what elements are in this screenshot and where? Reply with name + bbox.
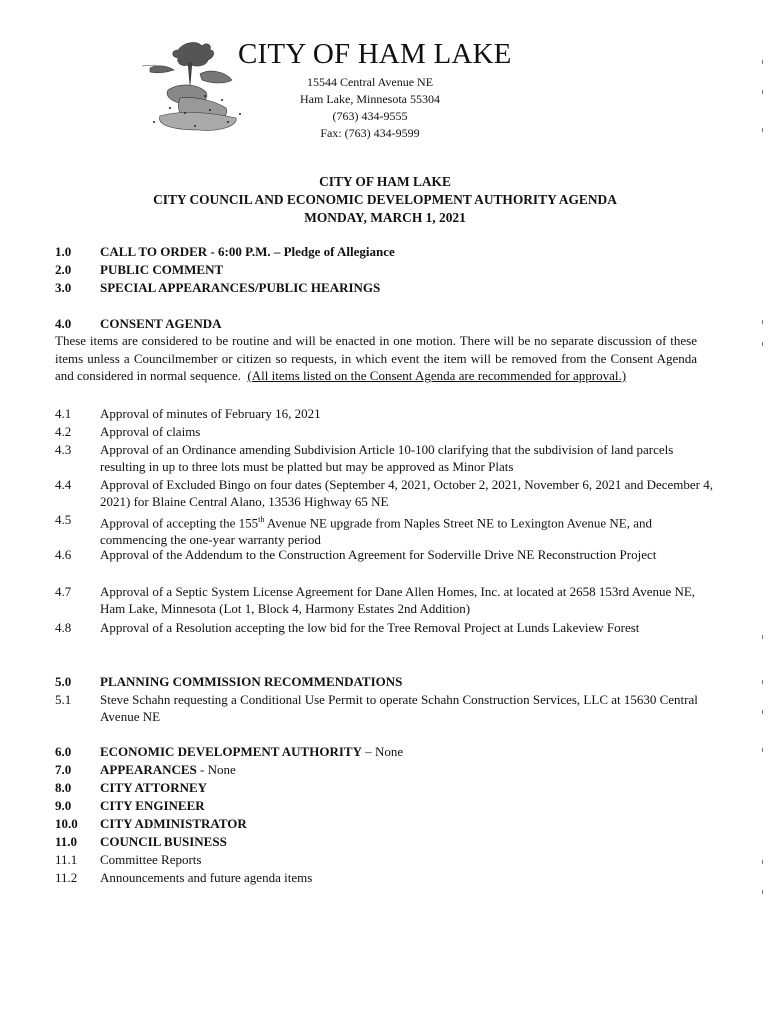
item-text: CALL TO ORDER - 6:00 P.M. – Pledge of Allegiance xyxy=(100,244,395,259)
item-text: Approval of an Ordinance amending Subdivision Article 10-100 clarifying that the subdivision of land parcels resulting in up to three lots must be platted but may be approved as Minor Plats xyxy=(100,442,674,474)
heading-city: CITY OF HAM LAKE xyxy=(319,174,451,189)
item-text: Approval of Excluded Bingo on four dates (September 4, 2021, October 2, 2021, November 6, 2021 and December 4, 2021) for Blaine Central Alano, 13536 Highway 65 NE xyxy=(100,477,714,509)
item-number: 9.0 xyxy=(55,798,72,813)
item-text: Approval of a Resolution accepting the low bid for the Tree Removal Project at Lunds Lakeview Forest xyxy=(100,620,640,635)
address-line-2: Ham Lake, Minnesota 55304 xyxy=(300,92,440,106)
item-text: Approval of a Septic System License Agreement for Dane Allen Homes, Inc. at located at 2658 153rd Avenue NE, Ham Lake, Minnesota (Lot 1, Block 4, Harmony Estates 2nd Addition) xyxy=(100,584,696,616)
item-number: 1.0 xyxy=(55,244,72,259)
item-number: 4.8 xyxy=(55,620,72,635)
heading-date: MONDAY, MARCH 1, 2021 xyxy=(304,210,466,225)
item-text-part: Approval of accepting the 155 xyxy=(100,515,259,531)
item-number: 11.1 xyxy=(55,852,78,867)
item-text-part: Avenue NE upgrade from Naples Street NE to Lexington Avenue NE, and commencing the one-year warranty period xyxy=(100,515,652,548)
item-number: 4.2 xyxy=(55,424,72,439)
item-text: CONSENT AGENDA xyxy=(100,316,222,331)
item-number: 5.1 xyxy=(55,692,72,707)
item-title: ECONOMIC DEVELOPMENT AUTHORITY xyxy=(100,744,362,759)
consent-paragraph xyxy=(55,332,697,385)
heading-agenda-title: CITY COUNCIL AND ECONOMIC DEVELOPMENT AUTHORITY AGENDA xyxy=(153,192,617,207)
item-number: 6.0 xyxy=(55,744,72,759)
item-text xyxy=(100,511,715,548)
item-number: 4.7 xyxy=(55,584,72,599)
item-text: CITY ENGINEER xyxy=(100,798,205,813)
item-number: 4.0 xyxy=(55,316,72,331)
item-suffix: - None xyxy=(196,762,236,777)
item-text: Steve Schahn requesting a Conditional Use Permit to operate Schahn Construction Services, LLC at 15630 Central Avenue NE xyxy=(100,692,698,724)
superscript: th xyxy=(258,515,265,524)
item-number: 2.0 xyxy=(55,262,72,277)
item-text: Announcements and future agenda items xyxy=(100,870,313,885)
item-text: Approval of the Addendum to the Construction Agreement for Soderville Drive NE Reconstruction Project xyxy=(100,547,657,562)
item-number: 11.0 xyxy=(55,834,78,849)
letterhead-title: CITY OF HAM LAKE xyxy=(238,38,512,70)
address-line-1: 15544 Central Avenue NE xyxy=(306,75,434,89)
item-text: Approval of claims xyxy=(100,424,201,439)
item-text: PLANNING COMMISSION RECOMMENDATIONS xyxy=(100,674,403,689)
item-text: SPECIAL APPEARANCES/PUBLIC HEARINGS xyxy=(100,280,381,295)
item-number: 3.0 xyxy=(55,280,72,295)
item-number: 10.0 xyxy=(55,816,78,831)
item-number: 4.4 xyxy=(55,477,72,492)
item-text: CITY ADMINISTRATOR xyxy=(100,816,247,831)
item-text xyxy=(100,761,715,778)
item-number: 4.6 xyxy=(55,547,72,562)
item-number: 4.1 xyxy=(55,406,72,421)
item-suffix: – None xyxy=(361,744,404,759)
item-number: 7.0 xyxy=(55,762,72,777)
item-number: 4.3 xyxy=(55,442,72,457)
item-number: 4.5 xyxy=(55,512,72,527)
consent-paragraph-note: (All items listed on the Consent Agenda are recommended for approval.) xyxy=(247,368,627,383)
item-text: PUBLIC COMMENT xyxy=(100,262,224,277)
item-number: 8.0 xyxy=(55,780,72,795)
item-number: 5.0 xyxy=(55,674,72,689)
item-text: COUNCIL BUSINESS xyxy=(100,834,227,849)
item-text xyxy=(100,743,715,760)
item-title: APPEARANCES xyxy=(100,762,197,777)
item-text: Approval of minutes of February 16, 2021 xyxy=(100,406,321,421)
item-text: CITY ATTORNEY xyxy=(100,780,208,795)
item-text: Committee Reports xyxy=(100,852,202,867)
item-number: 11.2 xyxy=(55,870,78,885)
phone-number: (763) 434-9555 xyxy=(332,109,408,123)
consent-paragraph-text: These items are considered to be routine and will be enacted in one motion. There will be no separate discussion of these items unless a Councilmember or citizen so requests, in which event the item will be removed from the Consent Agenda and considered in normal sequence. xyxy=(55,333,697,383)
fax-number: Fax: (763) 434-9599 xyxy=(320,126,420,140)
